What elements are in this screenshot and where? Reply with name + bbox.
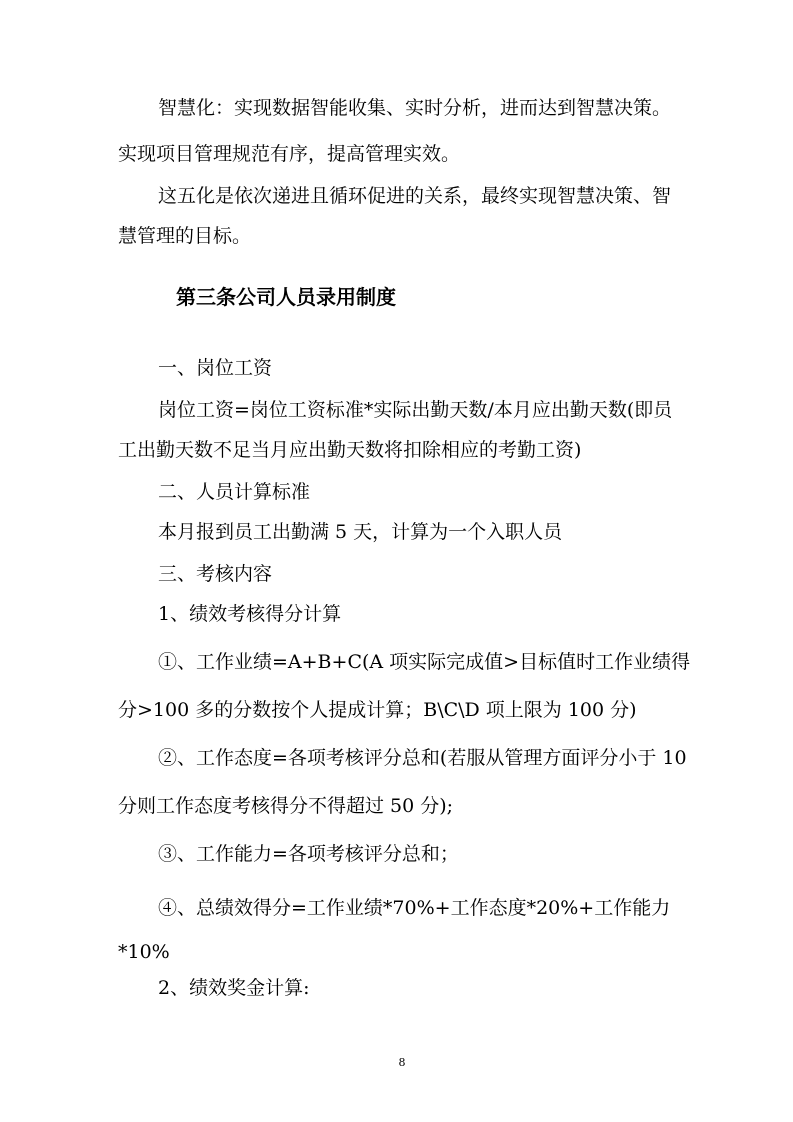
page-number: 8 — [398, 1056, 406, 1069]
item-text: ①、工作业绩=A+B+C(A 项实际完成值>目标值时工作业绩得 — [158, 651, 691, 673]
item-text: *10% — [118, 941, 170, 963]
item-heading-perf-calc: 1、绩效考核得分计算 — [158, 603, 342, 625]
item-text: 分则工作态度考核得分不得超过 50 分); — [118, 795, 454, 817]
paragraph-line: 智慧化：实现数据智能收集、实时分析，进而达到智慧决策。 — [158, 97, 672, 119]
paragraph-line: 实现项目管理规范有序，提高管理实效。 — [118, 143, 461, 165]
item-text: ③、工作能力=各项考核评分总和； — [158, 843, 459, 865]
item-text: ④、总绩效得分=工作业绩*70%+工作态度*20%+工作能力 — [158, 897, 671, 919]
section-title: 第三条公司人员录用制度 — [176, 285, 396, 309]
item-text: ②、工作态度=各项考核评分总和(若服从管理方面评分小于 10 — [158, 747, 687, 769]
item-heading-bonus: 2、绩效奖金计算: — [158, 977, 310, 999]
item-text: 岗位工资=岗位工资标准*实际出勤天数/本月应出勤天数(即员 — [158, 399, 673, 421]
item-heading-salary: 一、岗位工资 — [158, 357, 273, 379]
item-heading-assessment: 三、考核内容 — [158, 563, 273, 585]
paragraph-line: 这五化是依次递进且循环促进的关系，最终实现智慧决策、智 — [158, 185, 672, 207]
item-text: 分>100 多的分数按个人提成计算；B\C\D 项上限为 100 分) — [118, 699, 637, 721]
item-text: 工出勤天数不足当月应出勤天数将扣除相应的考勤工资) — [118, 439, 582, 461]
item-heading-staff: 二、人员计算标准 — [158, 481, 311, 503]
paragraph-line: 慧管理的目标。 — [118, 225, 252, 247]
item-text: 本月报到员工出勤满 5 天，计算为一个入职人员 — [158, 521, 563, 543]
